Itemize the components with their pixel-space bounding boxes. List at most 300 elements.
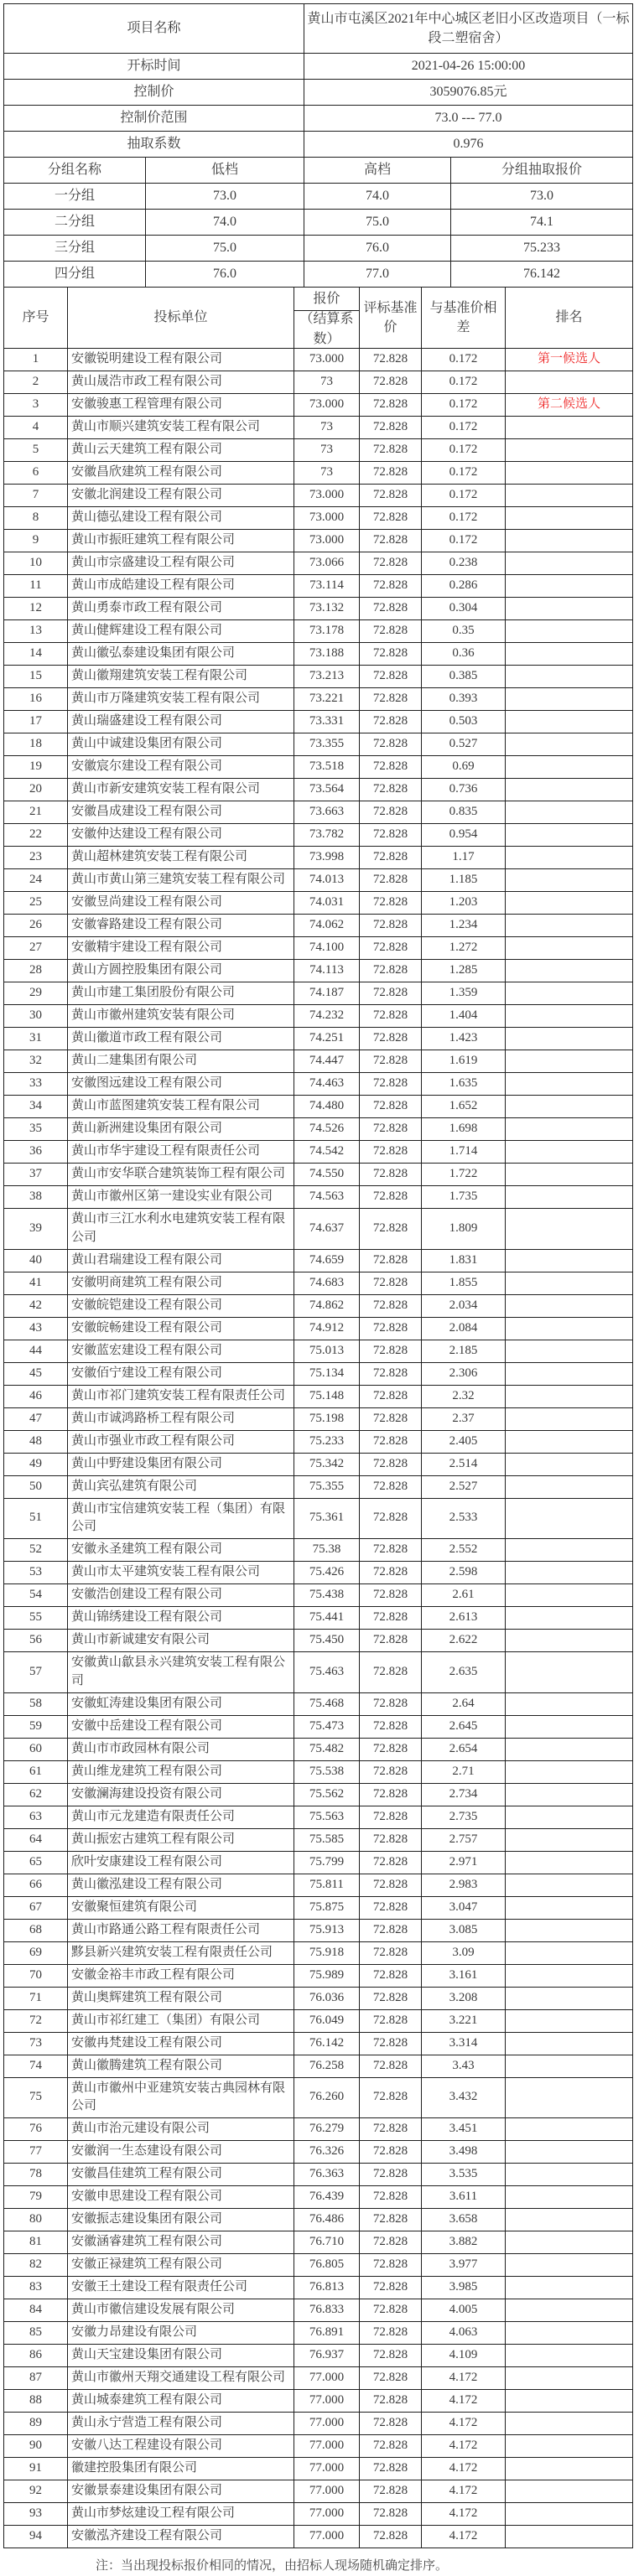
diff-cell: 2.645 [422,1715,506,1738]
bid-row [4,1987,633,2009]
diff-cell: 3.977 [422,2254,506,2277]
group-low-cell: 74.0 [146,210,304,236]
rank-cell [506,2435,633,2458]
serial-cell: 65 [4,1851,68,1874]
bidder-cell: 黄山市徽州中亚建筑安装古典园林有限公司 [68,2077,294,2118]
benchmark-cell: 72.828 [360,1141,422,1164]
diff-cell: 1.635 [422,1073,506,1096]
diff-cell: 0.954 [422,824,506,847]
serial-cell: 94 [4,2526,68,2548]
price-cell: 73.000 [294,507,360,530]
bid-row [4,1453,633,1475]
benchmark-cell: 72.828 [360,1028,422,1050]
diff-cell: 0.172 [422,462,506,485]
bidder-cell: 黄山宾弘建筑有限公司 [68,1475,294,1498]
rank-cell [506,756,633,779]
serial-cell: 3 [4,394,68,417]
serial-cell: 49 [4,1453,68,1475]
rank-cell [506,1385,633,1407]
benchmark-cell: 72.828 [360,507,422,530]
benchmark-cell: 72.828 [360,1272,422,1294]
bid-row [4,2458,633,2480]
bid-row [4,1851,633,1874]
bid-row [4,1964,633,1987]
benchmark-cell: 72.828 [360,1715,422,1738]
group-quote-cell: 74.1 [451,210,633,236]
bidder-cell: 安徽八达工程建设有限公司 [68,2435,294,2458]
price-cell: 74.187 [294,982,360,1005]
group-name-cell: 三分组 [4,236,146,262]
diff-cell: 3.085 [422,1919,506,1941]
bidder-cell: 徽建控股集团有限公司 [68,2458,294,2480]
price-cell: 73.663 [294,801,360,824]
price-cell: 75.441 [294,1607,360,1630]
serial-cell: 69 [4,1941,68,1964]
group-table-body [4,158,633,288]
bid-row [4,552,633,575]
diff-cell: 1.831 [422,1249,506,1272]
rank-cell [506,2254,633,2277]
serial-cell: 61 [4,1760,68,1783]
price-cell: 74.683 [294,1272,360,1294]
rank-cell [506,1475,633,1498]
serial-cell: 23 [4,847,68,869]
bid-row [4,2141,633,2164]
bidder-cell: 黄山市新安建筑安装工程有限公司 [68,779,294,801]
rank-cell [506,1987,633,2009]
bidder-cell: 黄山市徽州区第一建设实业有限公司 [68,1186,294,1209]
diff-cell: 1.652 [422,1096,506,1118]
bid-row [4,1249,633,1272]
bidder-cell: 黄山市新诚建安有限公司 [68,1630,294,1652]
serial-cell: 33 [4,1073,68,1096]
bidder-cell: 黄山市宗盛建设工程有限公司 [68,552,294,575]
bidder-cell: 黄山新洲建设集团有限公司 [68,1118,294,1141]
serial-cell: 56 [4,1630,68,1652]
benchmark-cell: 72.828 [360,2055,422,2077]
info-value: 3059076.85元 [304,80,633,106]
bid-row [4,2186,633,2209]
bid-row [4,1272,633,1294]
rank-cell [506,1498,633,1539]
bidder-cell: 黄山德弘建设工程有限公司 [68,507,294,530]
bid-row [4,688,633,711]
col-header-rank: 排名 [506,288,633,349]
price-cell: 73.000 [294,394,360,417]
diff-cell: 2.71 [422,1760,506,1783]
benchmark-cell: 72.828 [360,1005,422,1028]
benchmark-cell: 72.828 [360,1806,422,1828]
bidder-cell: 安徽昌欣建筑工程有限公司 [68,462,294,485]
diff-cell: 1.619 [422,1050,506,1073]
diff-cell: 1.285 [422,960,506,982]
bidder-cell: 安徽仲达建设工程有限公司 [68,824,294,847]
bid-row [4,2118,633,2141]
price-cell: 73.000 [294,485,360,507]
rank-cell [506,1005,633,1028]
benchmark-cell: 72.828 [360,417,422,439]
bidder-cell: 黄山市祁红建工（集团）有限公司 [68,2009,294,2032]
bid-row [4,1317,633,1340]
benchmark-cell: 72.828 [360,2141,422,2164]
diff-cell: 2.654 [422,1738,506,1760]
bid-row [4,2390,633,2413]
serial-cell: 8 [4,507,68,530]
diff-cell: 0.835 [422,801,506,824]
serial-cell: 67 [4,1896,68,1919]
price-cell: 74.062 [294,915,360,937]
col-header-price [294,288,360,349]
bidder-cell: 安徽振志建设集团有限公司 [68,2209,294,2231]
price-cell: 76.049 [294,2009,360,2032]
serial-cell: 41 [4,1272,68,1294]
diff-cell: 0.238 [422,552,506,575]
benchmark-cell: 72.828 [360,1164,422,1186]
price-cell: 75.918 [294,1941,360,1964]
bid-row [4,1715,633,1738]
rank-cell [506,2077,633,2118]
rank-cell [506,2164,633,2186]
group-low-cell: 73.0 [146,184,304,210]
rank-cell [506,779,633,801]
serial-cell: 42 [4,1294,68,1317]
bidder-cell: 黄山奥辉建筑工程有限公司 [68,1987,294,2009]
serial-cell: 82 [4,2254,68,2277]
diff-cell: 2.598 [422,1562,506,1584]
bidder-cell: 黄山市华宇建设工程有限责任公司 [68,1141,294,1164]
group-header-quote: 分组抽取报价 [451,158,633,184]
benchmark-cell: 72.828 [360,1430,422,1453]
price-cell: 77.000 [294,2480,360,2503]
bid-row [4,1050,633,1073]
serial-cell: 55 [4,1607,68,1630]
serial-cell: 84 [4,2299,68,2322]
bid-row [4,711,633,733]
bid-row [4,2231,633,2254]
diff-cell: 0.393 [422,688,506,711]
bidder-cell: 黄山徽翔建筑安装工程有限公司 [68,666,294,688]
diff-cell: 1.722 [422,1164,506,1186]
group-header-row [4,158,633,184]
price-cell: 73.066 [294,552,360,575]
bidder-cell: 黄山城泰建筑工程有限公司 [68,2390,294,2413]
price-cell: 74.251 [294,1028,360,1050]
bidder-cell: 安徽申思建设工程有限公司 [68,2186,294,2209]
rank-cell [506,1896,633,1919]
price-cell: 75.134 [294,1362,360,1385]
serial-cell: 40 [4,1249,68,1272]
serial-cell: 31 [4,1028,68,1050]
bidder-cell: 安徽骏惠工程管理有限公司 [68,394,294,417]
diff-cell: 3.658 [422,2209,506,2231]
price-cell: 74.463 [294,1073,360,1096]
bidder-cell: 安徽黄山歙县永兴建筑安装工程有限公司 [68,1652,294,1693]
serial-cell: 32 [4,1050,68,1073]
serial-cell: 18 [4,733,68,756]
benchmark-cell: 72.828 [360,892,422,915]
bidder-cell: 黄山市诚鸿路桥工程有限公司 [68,1407,294,1430]
price-cell: 74.447 [294,1050,360,1073]
diff-cell: 1.203 [422,892,506,915]
bid-row [4,1407,633,1430]
benchmark-cell: 72.828 [360,1209,422,1250]
benchmark-cell: 72.828 [360,688,422,711]
serial-cell: 6 [4,462,68,485]
bid-row [4,1118,633,1141]
diff-cell: 1.855 [422,1272,506,1294]
serial-cell: 81 [4,2231,68,2254]
price-cell: 73.132 [294,598,360,620]
price-cell: 77.000 [294,2435,360,2458]
price-cell: 74.113 [294,960,360,982]
diff-cell: 1.17 [422,847,506,869]
rank-cell [506,1607,633,1630]
bidder-cell: 黄山维龙建筑工程有限公司 [68,1760,294,1783]
info-label: 抽取系数 [4,132,304,158]
bid-row [4,1652,633,1693]
serial-cell: 59 [4,1715,68,1738]
price-cell: 73.178 [294,620,360,643]
serial-cell: 15 [4,666,68,688]
rank-cell [506,1783,633,1806]
info-row [4,4,633,54]
price-cell: 73 [294,439,360,462]
diff-cell: 2.306 [422,1362,506,1385]
rank-cell [506,1453,633,1475]
rank-cell [506,1630,633,1652]
rank-cell [506,1050,633,1073]
bidder-cell: 黄山市祁门建筑安装工程有限责任公司 [68,1385,294,1407]
price-cell: 76.258 [294,2055,360,2077]
price-cell: 75.198 [294,1407,360,1430]
rank-cell [506,1294,633,1317]
bidder-cell: 黄山市黄山第三建筑安装工程有限公司 [68,869,294,892]
benchmark-cell: 72.828 [360,779,422,801]
price-cell: 77.000 [294,2458,360,2480]
price-cell: 75.468 [294,1692,360,1715]
bidder-cell: 安徽明商建筑工程有限公司 [68,1272,294,1294]
benchmark-cell: 72.828 [360,1896,422,1919]
bid-row [4,982,633,1005]
price-cell: 77.000 [294,2390,360,2413]
bid-row [4,1141,633,1164]
diff-cell: 0.172 [422,530,506,552]
group-name-cell: 二分组 [4,210,146,236]
rank-cell [506,688,633,711]
diff-cell: 2.533 [422,1498,506,1539]
benchmark-cell: 72.828 [360,869,422,892]
bid-row [4,349,633,371]
diff-cell: 4.063 [422,2322,506,2345]
benchmark-cell: 72.828 [360,2458,422,2480]
price-cell: 76.710 [294,2231,360,2254]
diff-cell: 2.635 [422,1652,506,1693]
benchmark-cell: 72.828 [360,1407,422,1430]
bid-row [4,2503,633,2526]
price-cell: 76.279 [294,2118,360,2141]
price-cell: 75.438 [294,1584,360,1607]
diff-cell: 4.172 [422,2390,506,2413]
bidder-cell: 安徽力昂建设有限公司 [68,2322,294,2345]
bids-table [3,287,633,2548]
bid-row [4,530,633,552]
price-cell: 74.550 [294,1164,360,1186]
diff-cell: 2.514 [422,1453,506,1475]
rank-cell [506,530,633,552]
benchmark-cell: 72.828 [360,711,422,733]
diff-cell: 3.161 [422,1964,506,1987]
diff-cell: 4.172 [422,2435,506,2458]
price-cell: 76.326 [294,2141,360,2164]
bidder-cell: 黄山市宝信建筑安装工程（集团）有限公司 [68,1498,294,1539]
serial-cell: 9 [4,530,68,552]
bids-table-body [4,288,633,2548]
serial-cell: 79 [4,2186,68,2209]
benchmark-cell: 72.828 [360,2209,422,2231]
bidder-cell: 黄山市万隆建筑安装工程有限公司 [68,688,294,711]
diff-cell: 3.047 [422,1896,506,1919]
price-cell: 75.811 [294,1874,360,1896]
rank-cell [506,2141,633,2164]
serial-cell: 92 [4,2480,68,2503]
diff-cell: 4.172 [422,2458,506,2480]
benchmark-cell: 72.828 [360,1607,422,1630]
diff-cell: 0.172 [422,417,506,439]
group-low-cell: 75.0 [146,236,304,262]
price-cell: 73.518 [294,756,360,779]
price-cell: 74.542 [294,1141,360,1164]
rank-cell [506,2345,633,2367]
bidder-cell: 安徽泓齐建设工程有限公司 [68,2526,294,2548]
serial-cell: 60 [4,1738,68,1760]
rank-cell [506,1141,633,1164]
serial-cell: 87 [4,2367,68,2390]
rank-cell [506,575,633,598]
bidder-cell: 安徽金裕丰市政工程有限公司 [68,1964,294,1987]
bidder-cell: 黄山市路通公路工程有限责任公司 [68,1919,294,1941]
bid-row [4,643,633,666]
benchmark-cell: 72.828 [360,2077,422,2118]
bid-row [4,2277,633,2299]
bid-row [4,1186,633,1209]
rank-cell [506,1584,633,1607]
serial-cell: 44 [4,1340,68,1362]
bid-row [4,2435,633,2458]
rank-cell [506,1430,633,1453]
benchmark-cell: 72.828 [360,1073,422,1096]
diff-cell: 2.405 [422,1430,506,1453]
rank-cell [506,1317,633,1340]
price-cell: 76.937 [294,2345,360,2367]
diff-cell: 3.314 [422,2032,506,2055]
diff-cell: 3.611 [422,2186,506,2209]
serial-cell: 47 [4,1407,68,1430]
rank-cell [506,1096,633,1118]
price-cell: 76.805 [294,2254,360,2277]
bidder-cell: 黄山市徽州天翔交通建设工程有限公司 [68,2367,294,2390]
benchmark-cell: 72.828 [360,2118,422,2141]
benchmark-cell: 72.828 [360,1941,422,1964]
serial-cell: 26 [4,915,68,937]
serial-cell: 58 [4,1692,68,1715]
bid-row [4,462,633,485]
bid-row [4,2345,633,2367]
bid-row [4,666,633,688]
price-cell: 75.233 [294,1430,360,1453]
bid-row [4,1630,633,1652]
benchmark-cell: 72.828 [360,1317,422,1340]
diff-cell: 3.498 [422,2141,506,2164]
footer-note: 注：当出现投标报价相同的情况，由招标人现场随机确定排序。 [96,2559,449,2573]
serial-cell: 66 [4,1874,68,1896]
rank-cell [506,982,633,1005]
diff-cell: 2.32 [422,1385,506,1407]
price-cell: 74.563 [294,1186,360,1209]
bid-row [4,2209,633,2231]
price-cell: 74.912 [294,1317,360,1340]
price-cell: 76.363 [294,2164,360,2186]
diff-cell: 0.304 [422,598,506,620]
bid-row [4,371,633,394]
bidder-cell: 欣叶安康建设工程有限公司 [68,1851,294,1874]
bidder-cell: 安徽涵睿建筑工程有限公司 [68,2231,294,2254]
serial-cell: 17 [4,711,68,733]
rank-cell [506,2390,633,2413]
serial-cell: 4 [4,417,68,439]
bidder-cell: 黄山晟浩市政工程有限公司 [68,371,294,394]
bid-row [4,417,633,439]
price-cell: 73.998 [294,847,360,869]
serial-cell: 37 [4,1164,68,1186]
price-cell: 74.862 [294,1294,360,1317]
serial-cell: 20 [4,779,68,801]
rank-cell [506,1652,633,1693]
bid-row [4,824,633,847]
rank-cell [506,1692,633,1715]
bidder-cell: 黄山天宝建设集团有限公司 [68,2345,294,2367]
col-header-serial: 序号 [4,288,68,349]
serial-cell: 28 [4,960,68,982]
bid-row [4,2009,633,2032]
serial-cell: 89 [4,2413,68,2435]
serial-cell: 88 [4,2390,68,2413]
serial-cell: 30 [4,1005,68,1028]
price-cell: 74.526 [294,1118,360,1141]
serial-cell: 5 [4,439,68,462]
diff-cell: 2.971 [422,1851,506,1874]
bid-row [4,620,633,643]
benchmark-cell: 72.828 [360,960,422,982]
serial-cell: 27 [4,937,68,960]
price-cell: 75.473 [294,1715,360,1738]
diff-cell: 3.882 [422,2231,506,2254]
serial-cell: 83 [4,2277,68,2299]
serial-cell: 45 [4,1362,68,1385]
diff-cell: 0.35 [422,620,506,643]
benchmark-cell: 72.828 [360,1919,422,1941]
col-header-bidder: 投标单位 [68,288,294,349]
bidder-cell: 安徽睿路建设工程有限公司 [68,915,294,937]
group-header-name: 分组名称 [4,158,146,184]
price-cell: 75.463 [294,1652,360,1693]
bidder-cell: 安徽浩创建设工程有限公司 [68,1584,294,1607]
bid-row [4,2077,633,2118]
bid-row [4,1562,633,1584]
benchmark-cell: 72.828 [360,1874,422,1896]
serial-cell: 34 [4,1096,68,1118]
serial-cell: 77 [4,2141,68,2164]
serial-cell: 39 [4,1209,68,1250]
